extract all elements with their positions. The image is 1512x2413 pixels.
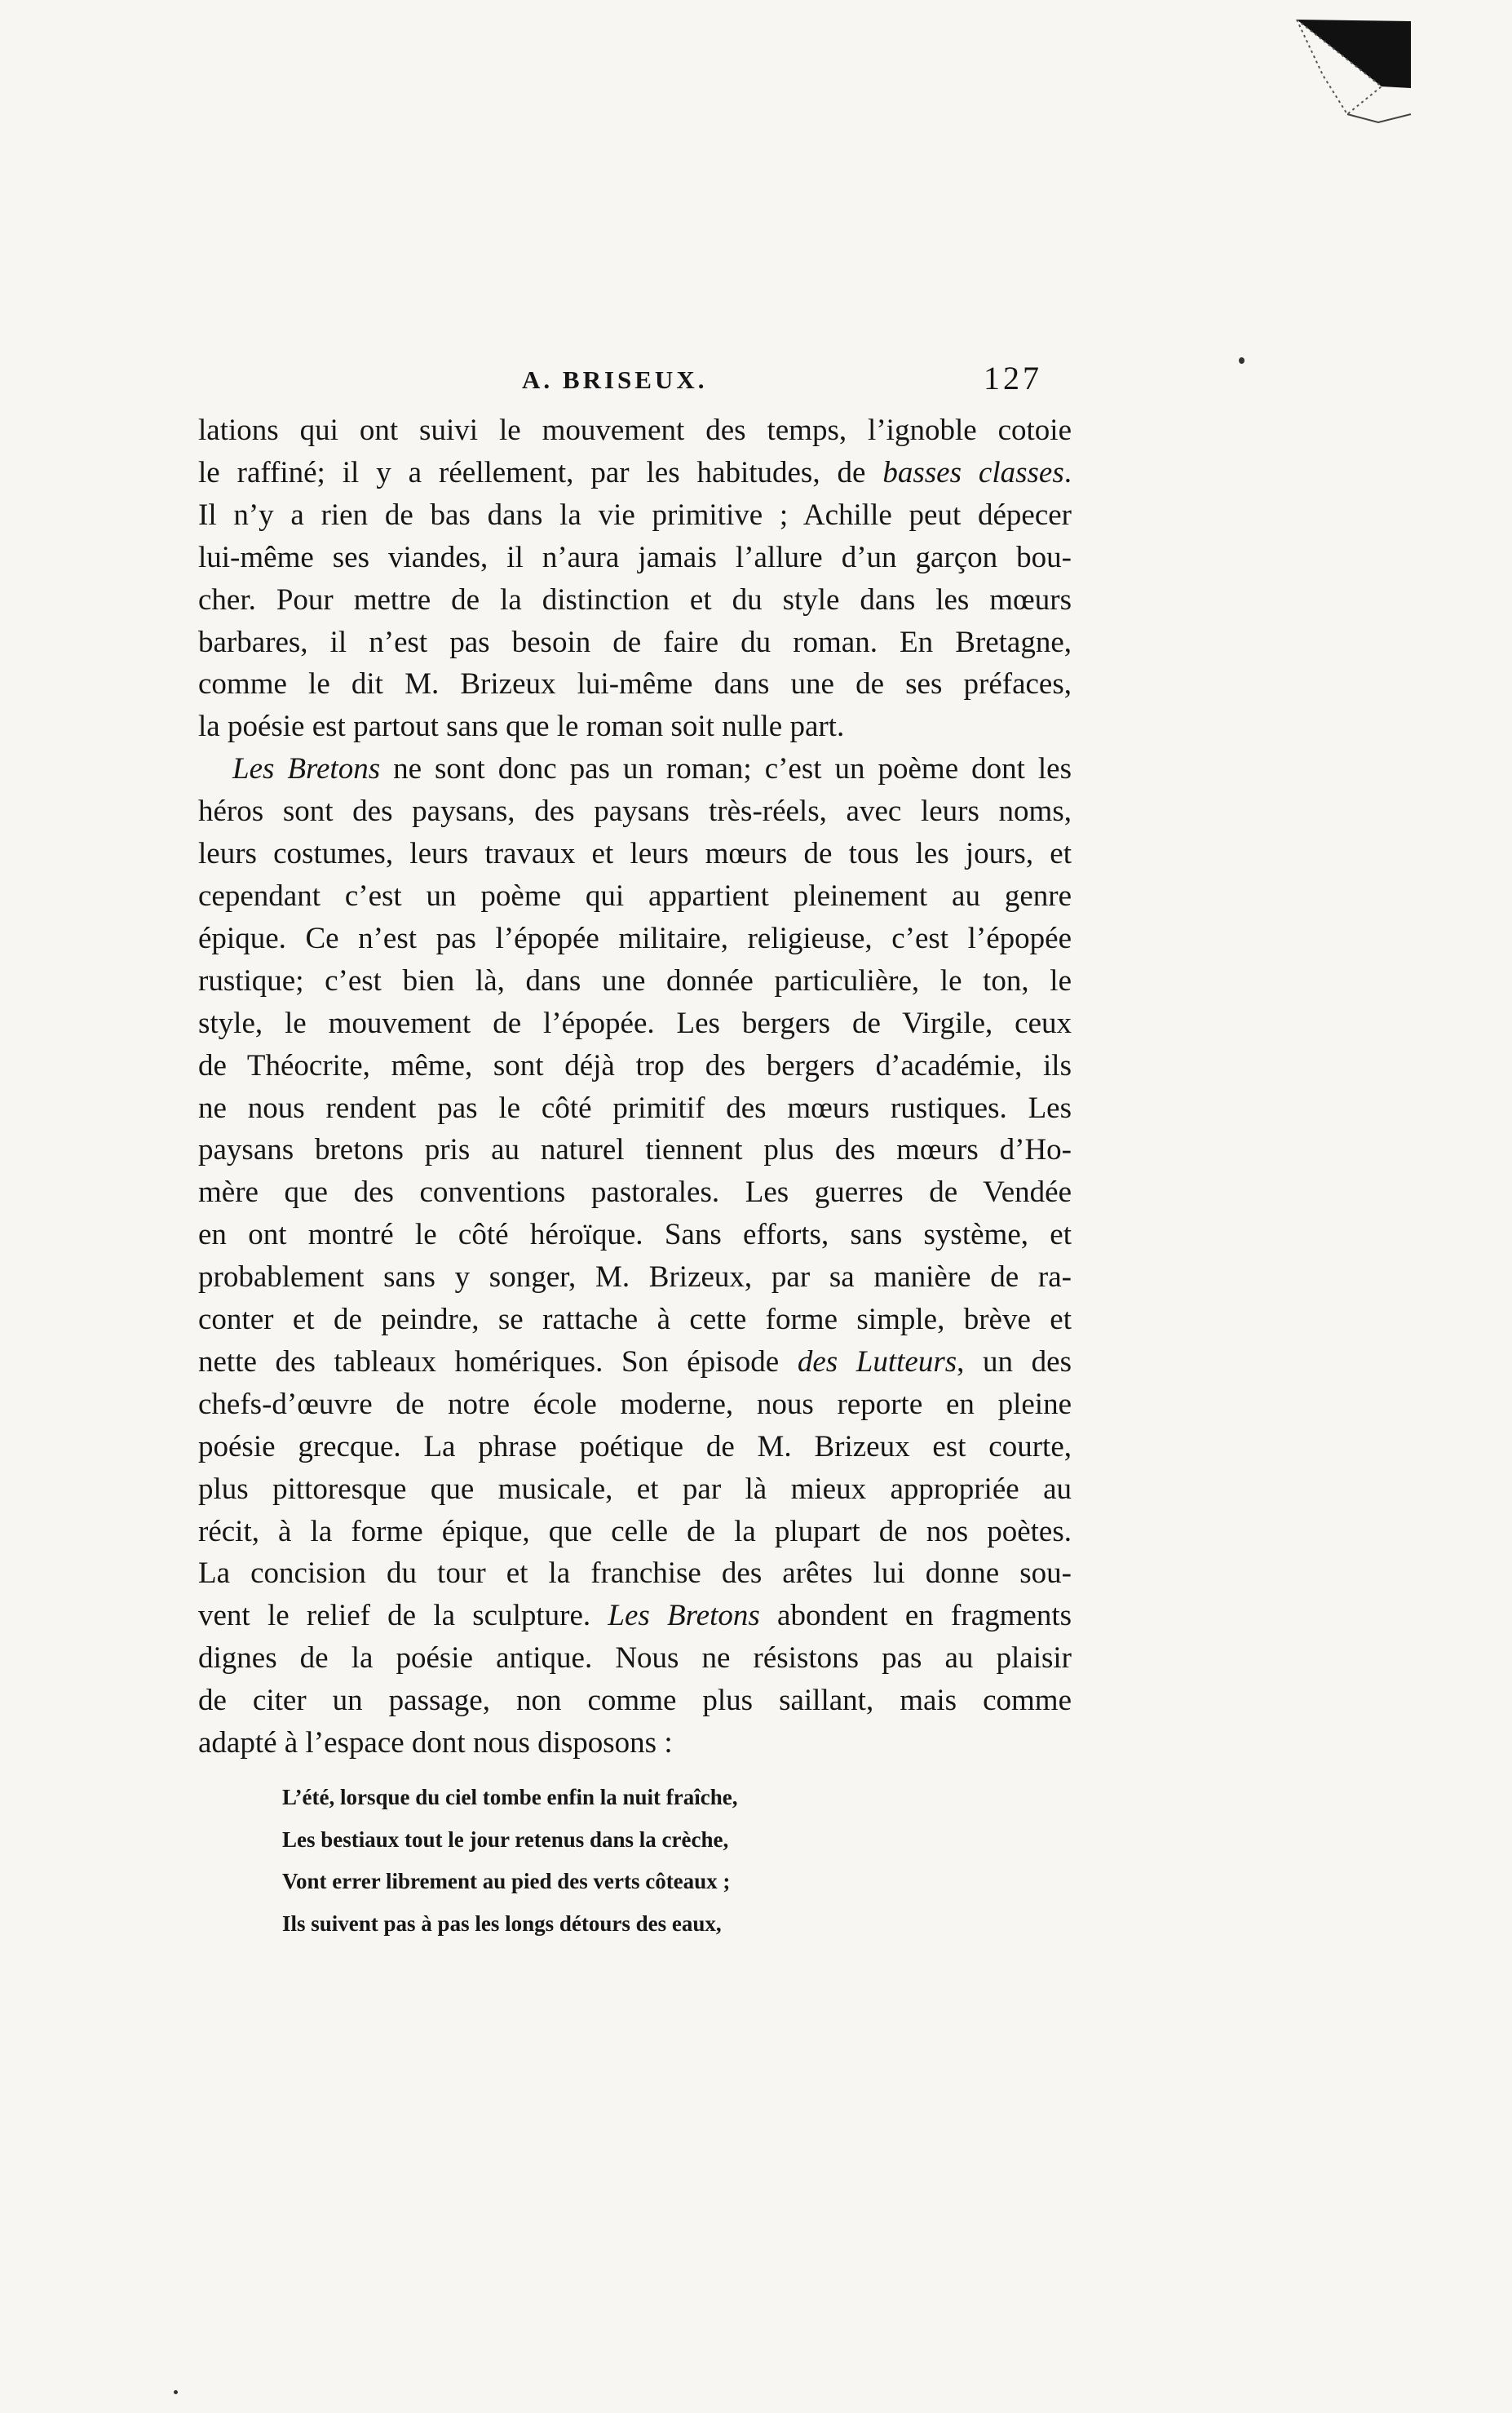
text-line: poésie grecque. La phrase poétique de M. Brizeux est courte, xyxy=(198,1429,1072,1463)
folded-corner-mark xyxy=(1290,18,1413,132)
verse-line: L’été, lorsque du ciel tombe enfin la nuit fraîche, xyxy=(282,1785,738,1809)
text-line: dignes de la poésie antique. Nous ne résistons pas au plaisir xyxy=(198,1641,1072,1676)
text-line: barbares, il n’est pas besoin de faire du roman. En Bretagne, xyxy=(198,625,1072,659)
text-line: héros sont des paysans, des paysans très-réels, avec leurs noms, xyxy=(198,795,1072,829)
text-line: chefs-d’œuvre de notre école moderne, nous reporte en pleine xyxy=(198,1387,1072,1421)
ink-speck xyxy=(1239,357,1245,364)
text-line: plus pittoresque que musicale, et par là mieux appropriée au xyxy=(198,1472,1072,1506)
text-line: mère que des conventions pastorales. Les guerres de Vendée xyxy=(198,1176,1072,1210)
text-line: conter et de peindre, se rattache à cette forme simple, brève et xyxy=(198,1303,1072,1337)
text-line: de Théocrite, même, sont déjà trop des bergers d’académie, ils xyxy=(198,1048,1072,1083)
body-text xyxy=(198,410,1072,1764)
text-line: adapté à l’espace dont nous disposons : xyxy=(198,1726,673,1760)
text-line: rustique; c’est bien là, dans une donnée particulière, le ton, le xyxy=(198,963,1072,998)
text-line: en ont montré le côté héroïque. Sans efforts, sans système, et xyxy=(198,1218,1072,1252)
ink-speck xyxy=(174,2390,178,2394)
text-line: cependant c’est un poème qui appartient pleinement au genre xyxy=(198,879,1072,913)
running-head xyxy=(0,360,1512,414)
text-line: style, le mouvement de l’épopée. Les bergers de Virgile, ceux xyxy=(198,1006,1072,1040)
text-line: épique. Ce n’est pas l’épopée militaire, religieuse, c’est l’épopée xyxy=(198,921,1072,955)
page-number: 127 xyxy=(984,360,1042,396)
text-line: nette des tableaux homériques. Son épisode des Lutteurs, un des xyxy=(198,1344,1072,1379)
text-line: ne nous rendent pas le côté primitif des mœurs rustiques. Les xyxy=(198,1091,1072,1125)
text-line: la poésie est partout sans que le roman soit nulle part. xyxy=(198,710,845,744)
running-head-title: A. BRISEUX. xyxy=(522,365,708,394)
text-line: Il n’y a rien de bas dans la vie primitive ; Achille peut dépecer xyxy=(198,498,1072,532)
text-line: vent le relief de la sculpture. Les Bretons abondent en fragments xyxy=(198,1599,1072,1633)
verse-quotation xyxy=(282,1777,737,1945)
paragraph-1 xyxy=(198,410,1072,748)
text-line: leurs costumes, leurs travaux et leurs mœurs de tous les jours, et xyxy=(198,837,1072,871)
text-line: probablement sans y songer, M. Brizeux, par sa manière de ra- xyxy=(198,1260,1072,1295)
text-line: comme le dit M. Brizeux lui-même dans une de ses préfaces, xyxy=(198,667,1072,702)
text-line: le raffiné; il y a réellement, par les habitudes, de basses classes. xyxy=(198,455,1072,489)
text-line: La concision du tour et la franchise des arêtes lui donne sou- xyxy=(198,1556,1072,1591)
text-line: cher. Pour mettre de la distinction et du style dans les mœurs xyxy=(198,582,1072,617)
verse-line: Vont errer librement au pied des verts côteaux ; xyxy=(282,1869,731,1893)
text-line: de citer un passage, non comme plus saillant, mais comme xyxy=(198,1684,1072,1718)
verse-line: Les bestiaux tout le jour retenus dans la crèche, xyxy=(282,1826,729,1852)
text-line: paysans bretons pris au naturel tiennent plus des mœurs d’Ho- xyxy=(198,1133,1072,1167)
text-line: récit, à la forme épique, que celle de la plupart de nos poètes. xyxy=(198,1514,1072,1548)
text-line: lui-même ses viandes, il n’aura jamais l’allure d’un garçon bou- xyxy=(198,540,1072,574)
text-line: Les Bretons ne sont donc pas un roman; c’est un poème dont les xyxy=(232,752,1072,786)
text-line: lations qui ont suivi le mouvement des temps, l’ignoble cotoie xyxy=(198,414,1072,447)
verse-line: Ils suivent pas à pas les longs détours des eaux, xyxy=(282,1910,722,1936)
paragraph-2 xyxy=(198,748,1072,1764)
